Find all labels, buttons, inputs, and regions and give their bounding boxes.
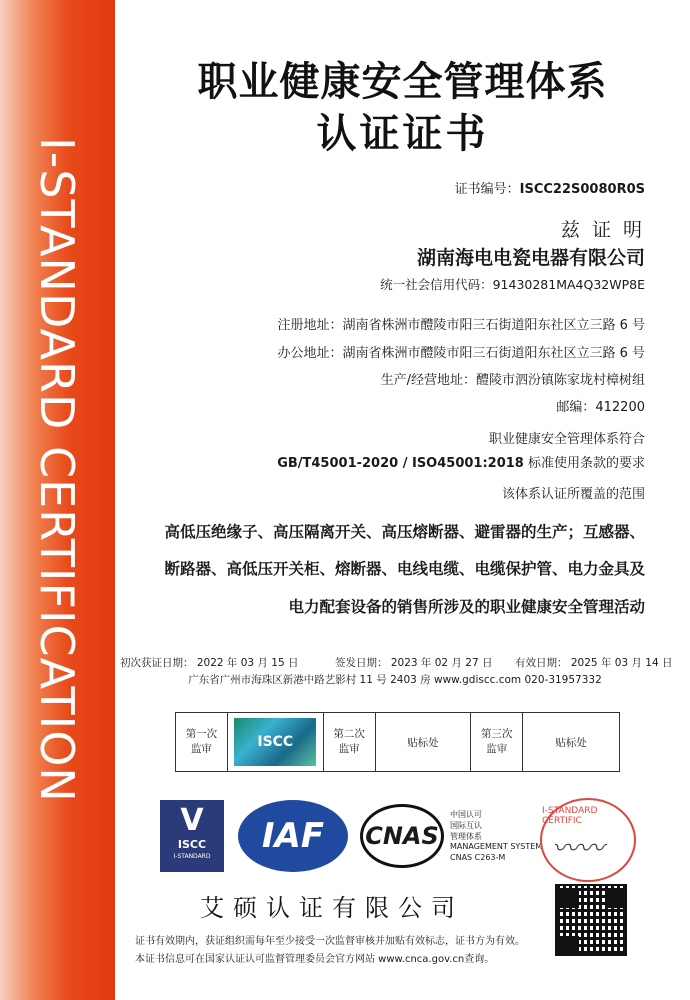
issuer-name: 艾硕认证有限公司 xyxy=(200,894,464,922)
third-audit-slot xyxy=(523,713,619,771)
first-issue-date: 初次获证日期： 2022 年 03 月 15 日 xyxy=(120,657,299,669)
company-name: 湖南海电电瓷电器有限公司 xyxy=(416,247,645,269)
certificate-title-line2: 认证证书 xyxy=(316,111,489,157)
third-audit-text: 第三次 监审 xyxy=(481,728,513,755)
verification-note: 本证书信息可在国家认证认可监督管理委员会官方网站 www.cnca.gov.cn查询。 xyxy=(135,954,495,965)
second-audit-text: 第二次 监审 xyxy=(333,728,365,755)
conformity-line: 职业健康安全管理体系符合 xyxy=(488,432,645,447)
certificate-number-label: 证书编号： xyxy=(454,182,520,197)
first-audit-text: 第一次 监审 xyxy=(185,728,218,755)
standard-code: GB/T45001-2020 / ISO45001:2018 xyxy=(277,456,524,471)
issue-date: 签发日期： 2023 年 02 月 27 日 xyxy=(335,657,493,669)
hologram-text: ISCC xyxy=(257,734,294,750)
scope-line: 电力配套设备的销售所涉及的职业健康安全管理活动 xyxy=(288,598,645,616)
cnas-logo-text: CNAS xyxy=(365,822,439,850)
second-audit-label xyxy=(324,713,376,771)
second-audit-slot xyxy=(376,713,472,771)
witness-heading: 兹 证 明 xyxy=(560,219,645,241)
iscc-logo-text: ISCC xyxy=(177,838,207,851)
expiry-date: 有效日期： 2025 年 03 月 14 日 xyxy=(515,657,673,669)
conformity-standard xyxy=(277,452,645,471)
hologram-sticker xyxy=(234,718,316,766)
iaf-logo xyxy=(238,800,348,872)
iscc-mark-icon: V xyxy=(180,803,204,838)
scope-line: 高低压绝缘子、高压隔离开关、高压熔断器、避雷器的生产；互感器、 xyxy=(164,523,645,541)
first-audit-label xyxy=(176,713,228,771)
scope-line: 断路器、高低压开关柜、熔断器、电线电缆、电缆保护管、电力金具及 xyxy=(164,560,645,578)
registered-address: 注册地址：湖南省株洲市醴陵市阳三石街道阳东社区立三路 6 号 xyxy=(277,318,645,333)
iscc-logo xyxy=(160,800,224,872)
sticker-placeholder: 贴标处 xyxy=(555,736,587,749)
accreditation-logos xyxy=(160,798,680,878)
standard-suffix: 标准使用条款的要求 xyxy=(523,456,645,471)
third-audit-label xyxy=(471,713,523,771)
first-audit-sticker xyxy=(228,713,324,771)
credit-code: 统一社会信用代码：91430281MA4Q32WP8E xyxy=(380,277,645,292)
production-address: 生产/经营地址：醴陵市泗汾镇陈家垅村樟树组 xyxy=(380,373,645,388)
certificate-number xyxy=(455,178,645,197)
iscc-logo-subtext: I-STANDARD xyxy=(173,853,211,860)
sidebar-title: I-STANDARD CERTIFICATION xyxy=(30,137,84,803)
qr-code xyxy=(555,884,627,956)
validity-note: 证书有效期内，获证组织需每年至少接受一次监督审核并加贴有效标志，证书方为有效。 xyxy=(135,936,525,947)
signature: 〰〰 xyxy=(552,834,605,864)
certificate-number-value: ISCC22S0080R0S xyxy=(519,182,645,197)
sidebar-band xyxy=(0,0,115,1000)
audit-stamp-table xyxy=(175,712,620,772)
postcode: 邮编：412200 xyxy=(556,400,645,415)
sticker-placeholder: 贴标处 xyxy=(407,736,439,749)
issuer-address: 广东省广州市海珠区新港中路艺影村 11 号 2403 房 www.gdiscc.com 020-31957332 xyxy=(188,674,602,686)
office-address: 办公地址：湖南省株洲市醴陵市阳三石街道阳东社区立三路 6 号 xyxy=(277,346,645,361)
cnas-logo xyxy=(360,804,444,868)
seal-text: I-STANDARD CERTIFIC xyxy=(542,806,598,826)
iaf-logo-text: IAF xyxy=(261,816,325,856)
cnas-caption: 中国认可 国际互认 管理体系 MANAGEMENT SYSTEM CNAS C263-M xyxy=(450,810,543,863)
scope-title: 该体系认证所覆盖的范围 xyxy=(501,487,645,502)
certificate-title-line1: 职业健康安全管理体系 xyxy=(197,59,608,105)
